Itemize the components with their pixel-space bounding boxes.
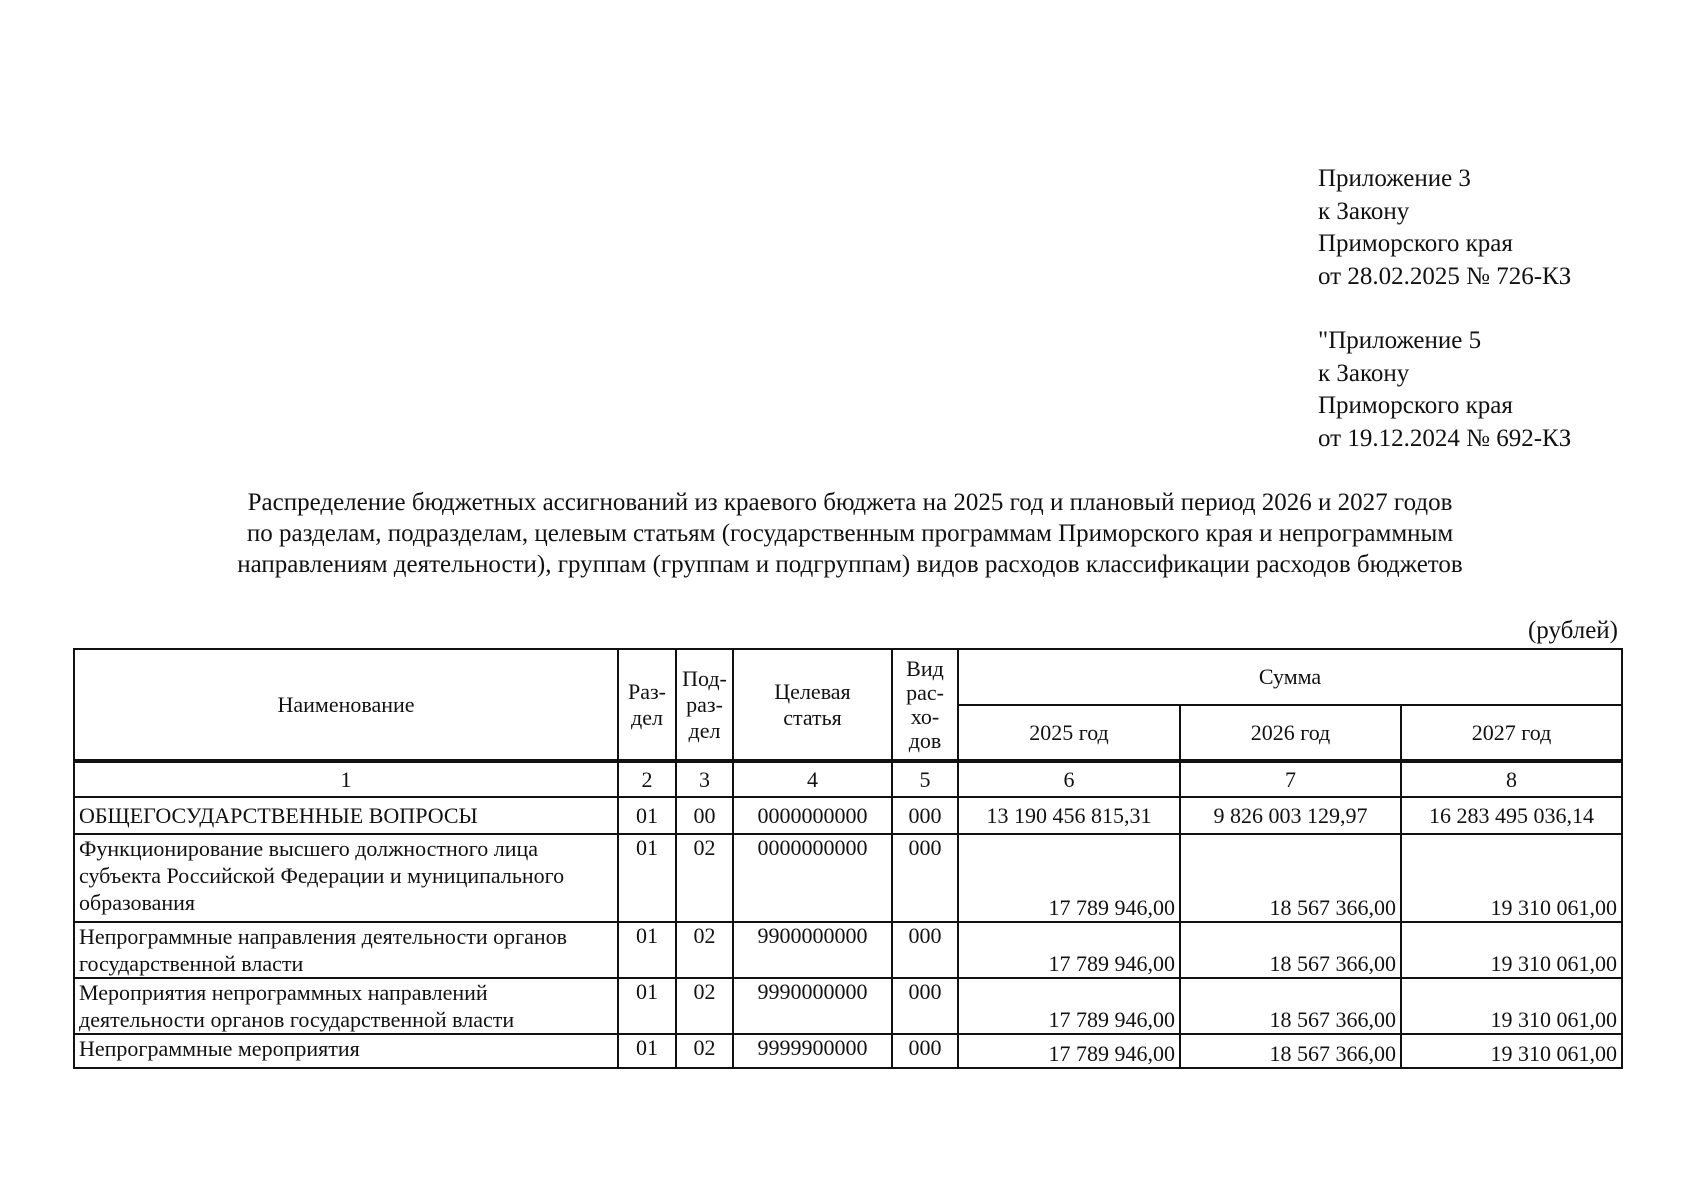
- row-target: 0000000000: [733, 834, 892, 922]
- document-title: [120, 487, 1580, 580]
- header-year-2025: 2025 год: [958, 705, 1180, 761]
- table-row: [74, 834, 1622, 922]
- appendix-original-line: Приморского края: [1318, 392, 1513, 419]
- column-number: 3: [676, 761, 733, 797]
- header-target: Целевая статья: [733, 649, 892, 761]
- row-expense-type: 000: [892, 922, 958, 978]
- header-section: Раз- дел: [618, 649, 676, 761]
- row-section: 01: [618, 834, 676, 922]
- header-name: Наименование: [74, 649, 618, 761]
- column-number: 2: [618, 761, 676, 797]
- row-amount-2027: 19 310 061,00: [1401, 978, 1622, 1034]
- row-amount-2026: 18 567 366,00: [1180, 1034, 1401, 1068]
- row-expense-type: 000: [892, 978, 958, 1034]
- table-row: [74, 1034, 1622, 1068]
- row-section: 01: [618, 1034, 676, 1068]
- row-amount-2026: 18 567 366,00: [1180, 978, 1401, 1034]
- title-line: направлениям деятельности), группам (группам и подгруппам) видов расходов классификации расходов бюджетов: [237, 551, 1463, 578]
- budget-table: [73, 648, 1623, 1069]
- appendix-current-block: [1318, 163, 1571, 293]
- column-number: 7: [1180, 761, 1401, 797]
- row-subsection: 02: [676, 834, 733, 922]
- header-sum: Сумма: [958, 649, 1622, 705]
- row-amount-2026: 18 567 366,00: [1180, 834, 1401, 922]
- row-amount-2025: 13 190 456 815,31: [958, 797, 1180, 834]
- row-expense-type: 000: [892, 834, 958, 922]
- header-row: [74, 649, 1622, 705]
- appendix-current-line: от 28.02.2025 № 726-КЗ: [1318, 262, 1572, 290]
- row-name: Непрограммные направления деятельности органов государственной власти: [74, 922, 618, 978]
- row-name: Непрограммные мероприятия: [74, 1034, 618, 1068]
- column-numbers-row: [74, 761, 1622, 797]
- row-expense-type: 000: [892, 1034, 958, 1068]
- row-section: 01: [618, 922, 676, 978]
- row-amount-2025: 17 789 946,00: [958, 978, 1180, 1034]
- header-year-2027: 2027 год: [1401, 705, 1622, 761]
- appendix-original-block: [1318, 325, 1571, 455]
- row-name: Функционирование высшего должностного лица субъекта Российской Федерации и муниципального образования: [74, 834, 618, 922]
- row-target: 9999900000: [733, 1034, 892, 1068]
- row-target: 9900000000: [733, 922, 892, 978]
- row-subsection: 00: [676, 797, 733, 834]
- row-amount-2026: 18 567 366,00: [1180, 922, 1401, 978]
- row-subsection: 02: [676, 978, 733, 1034]
- row-section: 01: [618, 978, 676, 1034]
- column-number: 5: [892, 761, 958, 797]
- table-row: [74, 978, 1622, 1034]
- appendix-original-line: к Закону: [1318, 359, 1410, 387]
- row-amount-2027: 16 283 495 036,14: [1401, 797, 1622, 834]
- header-subsection: Под- раз- дел: [676, 649, 733, 761]
- row-amount-2025: 17 789 946,00: [958, 1034, 1180, 1068]
- row-amount-2026: 9 826 003 129,97: [1180, 797, 1401, 834]
- appendix-current-line: Приложение 3: [1318, 165, 1471, 192]
- title-line: Распределение бюджетных ассигнований из краевого бюджета на 2025 год и плановый период 2026 и 2027 годов: [247, 489, 1453, 516]
- appendix-original-line: "Приложение 5: [1318, 327, 1482, 354]
- column-number: 6: [958, 761, 1180, 797]
- column-number: 4: [733, 761, 892, 797]
- row-subsection: 02: [676, 1034, 733, 1068]
- row-subsection: 02: [676, 922, 733, 978]
- row-section: 01: [618, 797, 676, 834]
- row-amount-2027: 19 310 061,00: [1401, 834, 1622, 922]
- header-expense-type: Вид рас- хо- дов: [892, 649, 958, 761]
- row-target: 9990000000: [733, 978, 892, 1034]
- column-number: 8: [1401, 761, 1622, 797]
- row-amount-2025: 17 789 946,00: [958, 834, 1180, 922]
- header-year-2026: 2026 год: [1180, 705, 1401, 761]
- row-name: ОБЩЕГОСУДАРСТВЕННЫЕ ВОПРОСЫ: [74, 797, 618, 834]
- row-target: 0000000000: [733, 797, 892, 834]
- row-amount-2027: 19 310 061,00: [1401, 1034, 1622, 1068]
- units-label: (рублей): [1527, 617, 1618, 644]
- table-row: [74, 797, 1622, 834]
- row-expense-type: 000: [892, 797, 958, 834]
- appendix-current-line: к Закону: [1318, 197, 1410, 225]
- row-amount-2025: 17 789 946,00: [958, 922, 1180, 978]
- column-number: 1: [74, 761, 618, 797]
- row-name: Мероприятия непрограммных направлений деятельности органов государственной власти: [74, 978, 618, 1034]
- appendix-original-line: от 19.12.2024 № 692-КЗ: [1318, 424, 1572, 452]
- appendix-current-line: Приморского края: [1318, 230, 1513, 257]
- row-amount-2027: 19 310 061,00: [1401, 922, 1622, 978]
- table-row: [74, 922, 1622, 978]
- title-line: по разделам, подразделам, целевым статьям (государственным программам Приморского края и непрограммным: [246, 520, 1454, 547]
